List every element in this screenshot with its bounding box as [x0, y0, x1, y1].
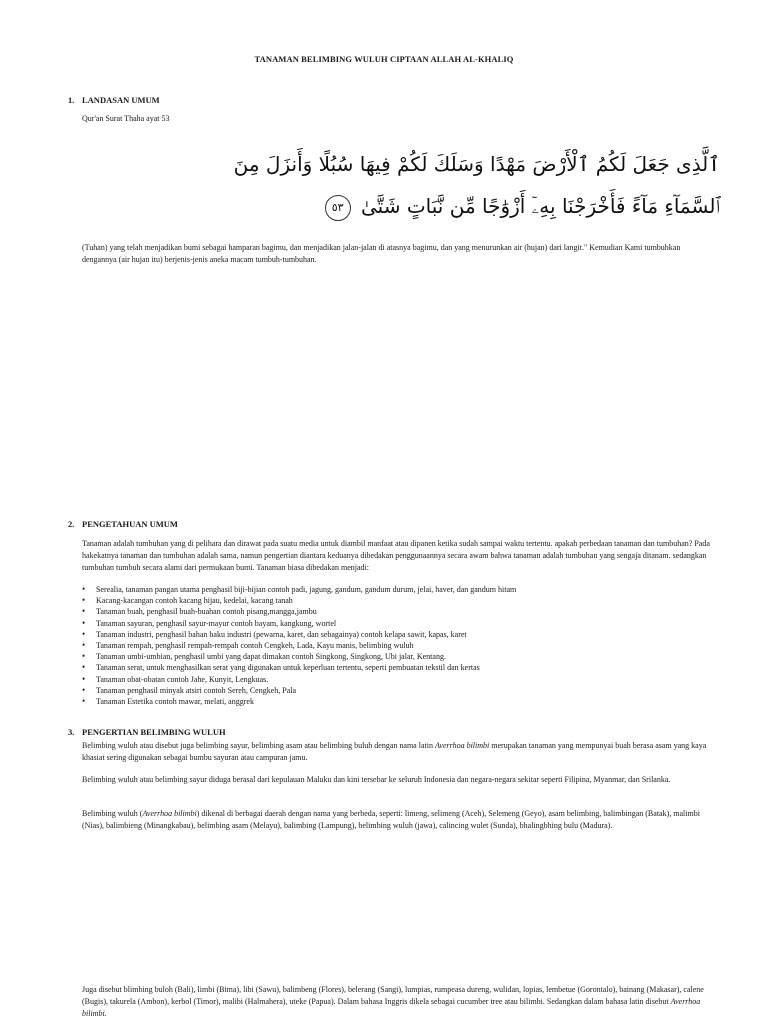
- section-2-intro: Tanaman adalah tumbuhan yang di pelihara dan dirawat pada suatu media untuk diambil manfaat atau dipanen ketika sudah sampai waktu tertentu. apakah perbedaan tanaman dan tumbuhan? Pada hakekatnya tanaman dan tumbuhan adalah sama, namun pengertian diantara keduanya dibedakan penggunaannya secara awam bahwa tanaman adalah tumbuhan yang sengaja ditanam. sedangkan tumbuhan tumbuh secara alami dari permukaan bumi. Tanaman biasa dibedakan menjadi:: [82, 539, 710, 572]
- section-1-title: LANDASAN UMUM: [82, 95, 160, 105]
- section-3-paragraph-3: [82, 808, 714, 832]
- p1-latin-name: Averrhoa bilimbi: [434, 741, 490, 750]
- arabic-verse-line-1: ٱلَّذِى جَعَلَ لَكُمُ ٱلْأَرْضَ مَهْدًا وَسَلَكَ لَكُمْ فِيهَا سُبُلًا وَأَنزَلَ مِنَ: [233, 152, 720, 176]
- p4-latin-name: Averrhoa bilimbi: [82, 997, 701, 1018]
- p1-text-b: merupakan tanaman yang mempunyai buah berasa asam yang kaya khasiat sering digunakan sebagai bumbu sayuran atau campuran jamu.: [82, 741, 707, 762]
- p3-text-a: Belimbing wuluh (: [82, 809, 143, 818]
- list-item: • Serealia, tanaman pangan utama penghasil biji-bijian contoh padi, jagung, gandum, gandum durum, jelai, haver, dan gandum hitam: [82, 584, 714, 595]
- section-3-number: 3.: [68, 727, 75, 737]
- list-item: • Tanaman sayuran, penghasil sayur-mayur contoh bayam, kangkung, wortel: [82, 618, 714, 629]
- section-3-heading: [68, 727, 226, 737]
- section-3-paragraph-2: Belimbing wuluh atau belimbing sayur diduga berasal dari kepulauan Maluku dan kini tersebar ke seluruh Indonesia dan negara-negara sekitar seperti Filipina, Myanmar, dan Srilanka.: [82, 775, 671, 784]
- p1-text-a: Belimbing wuluh atau disebut juga belimbing sayur, belimbing asam atau belimbing buluh dengan nama latin: [82, 741, 435, 750]
- list-item: • Kacang-kacangan contoh kacang hijau, kedelai, kacang tanah: [82, 595, 714, 606]
- section-1-heading: [68, 95, 160, 105]
- list-item: • Tanaman industri, penghasil bahan baku industri (pewarna, karet, dan sebagainya) contoh kelapa sawit, kapas, karet: [82, 629, 714, 640]
- section-3-paragraph-4: [82, 984, 714, 1020]
- section-2-heading: [68, 519, 178, 529]
- list-item: • Tanaman Estetika contoh mawar, melati, anggrek: [82, 696, 714, 707]
- section-2-number: 2.: [68, 519, 75, 529]
- arabic-verse-text-2: ٱلسَّمَآءِ مَآءً فَأَخْرَجْنَا بِهِۦٓ أَزْوَٰجًا مِّن نَّبَاتٍ شَتَّىٰ: [361, 194, 720, 218]
- arabic-verse-line-2: [200, 186, 720, 226]
- list-item: • Tanaman buah, penghasil buah-buahan contoh pisang,mangga,jambu: [82, 606, 714, 617]
- quran-source: Qur'an Surat Thaha ayat 53: [82, 114, 170, 123]
- section-3-paragraph-1: [82, 740, 714, 764]
- section-3-title: PENGERTIAN BELIMBING WULUH: [82, 727, 226, 737]
- p3-text-b: ) dikenal di berbagai daerah dengan nama yang berbeda, seperti: limeng, selimeng (Aceh), Selemeng (Geyo), asam belimbing, balimbingan (Batak), malimbi (Nias), balimbieng (Minangkabau), belimbing asam (Melayu), balimbing (Lampung), belimbing wuluh (jawa), calincing wulet (Sunda), bhalingbhing bulu (Madura).: [82, 809, 700, 830]
- p4-text-a: Juga disebut blimbing buloh (Bali), limbi (Bima), libi (Sawu), balimbeng (Flores), belerang (Sangi), lumpias, rumpeasa dureng, wulidan, lopias, lembetue (Gorontalo), bainang (Makasar), calene (Bugis), takurela (Ambon), kerbol (Timor), malibi (Halmahera), uteke (Papua). Dalam bahasa Inggris dikela sebagai cucumber tree atau bilimbi. Sedangkan dalam bahasa latin disebut: [82, 985, 704, 1006]
- section-1-number: 1.: [68, 95, 75, 105]
- verse-translation: (Tuhan) yang telah menjadikan bumi sebagai hamparan bagimu, dan menjadikan jalan-jalan di atasnya bagimu, dan yang menurunkan air (hujan) dari langit." Kemudian Kami tumbuhkan dengannya (air hujan itu) berjenis-jenis aneka macam tumbuh-tumbuhan.: [82, 243, 681, 264]
- document-title: TANAMAN BELIMBING WULUH CIPTAAN ALLAH AL-KHALIQ: [254, 54, 514, 64]
- list-item: • Tanaman rempah, penghasil rempah-rempah contoh Cengkeh, Lada, Kayu manis, belimbing wuluh: [82, 640, 714, 651]
- p3-latin-name: Averrhoa bilimbi: [142, 809, 197, 818]
- list-item: • Tanaman obat-obatan contoh Jahe, Kunyit, Lengkuas.: [82, 674, 714, 685]
- section-2-title: PENGETAHUAN UMUM: [82, 519, 178, 529]
- list-item: • Tanaman umbi-umbian, penghasil umbi yang dapat dimakan contoh Singkong, Singkong, Ubi jalar, Kentang.: [82, 651, 714, 662]
- list-item: • Tanaman penghasil minyak atsiri contoh Sereh, Cengkeh, Pala: [82, 685, 714, 696]
- ayah-number-mark: ٥٣: [325, 195, 351, 221]
- list-item: • Tanaman serat, untuk menghasilkan serat yang digunakan untuk keperluan tertentu, seperti pembuatan tekstil dan kertas: [82, 662, 714, 673]
- p4-text-b: .: [104, 1009, 107, 1018]
- plant-type-list: [82, 584, 714, 707]
